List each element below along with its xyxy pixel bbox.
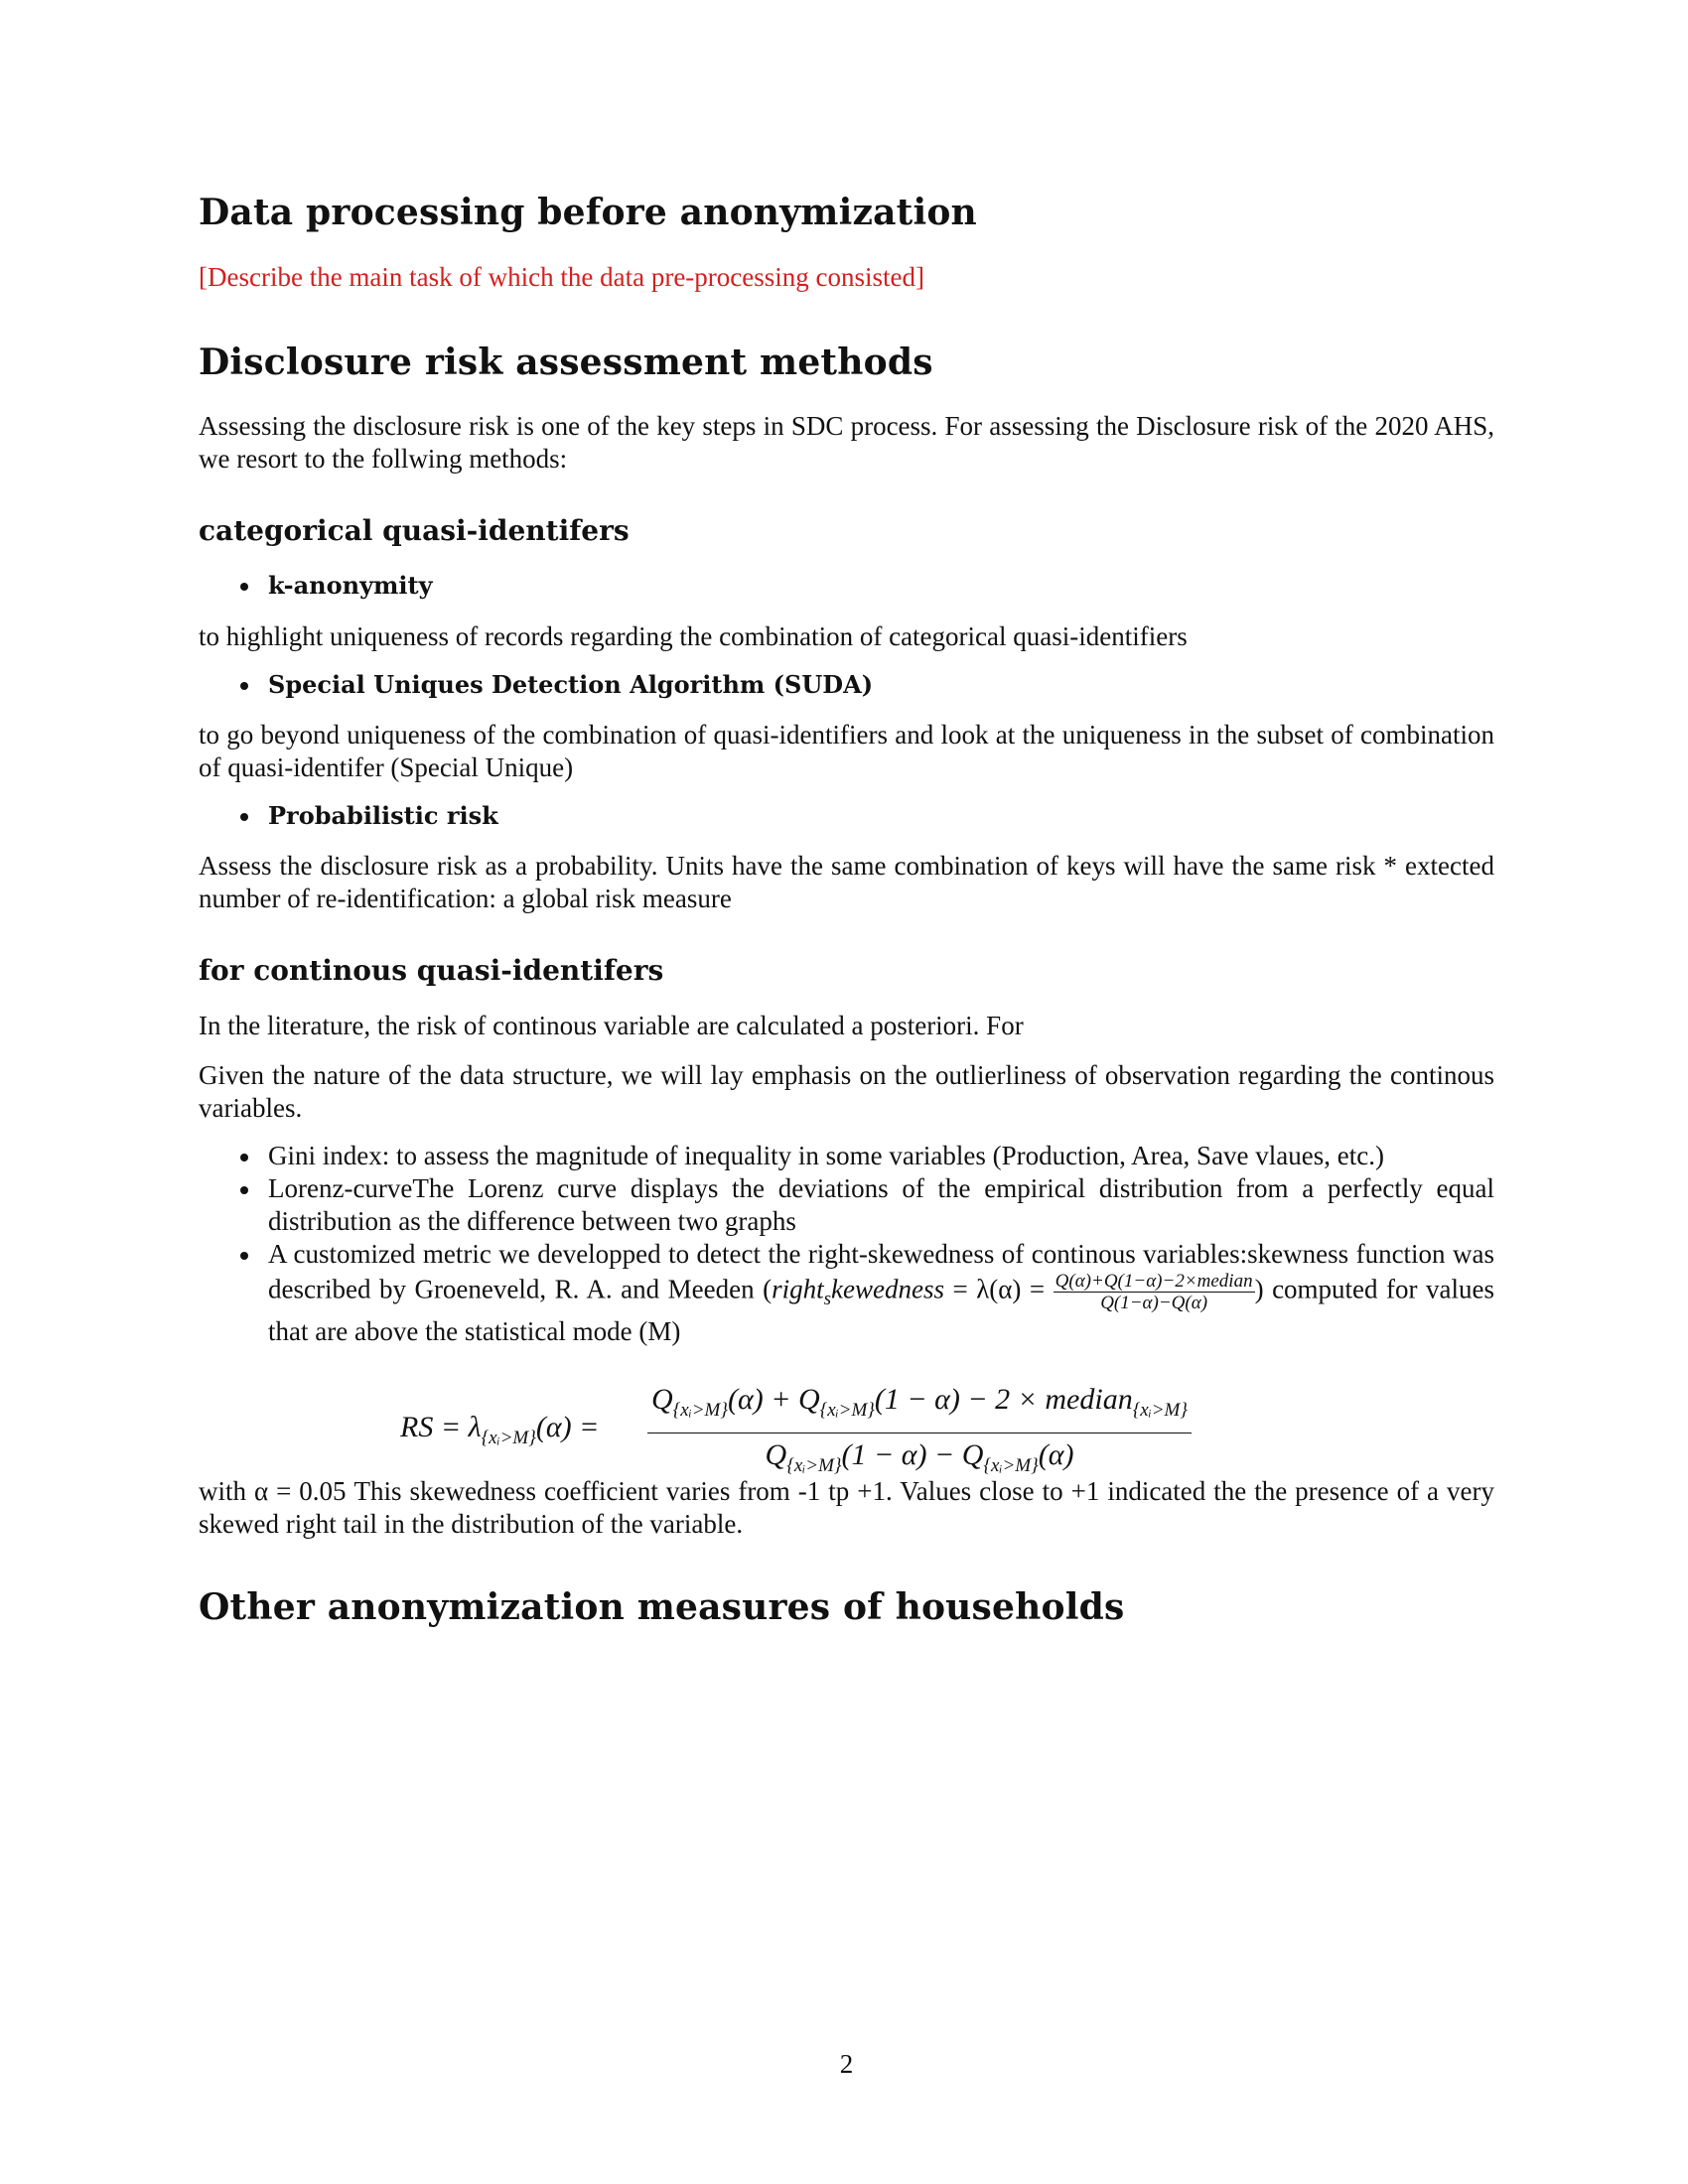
bullet-icon <box>240 1186 248 1194</box>
inline-fraction <box>1054 1271 1255 1313</box>
fraction-denominator: Q(1−α)−Q(α) <box>1100 1293 1208 1313</box>
equation-lhs-tail: (α) = <box>535 1411 600 1443</box>
list-item <box>199 799 1494 832</box>
formula-name-2: kewedness <box>831 1274 944 1304</box>
eq-term: Q <box>765 1438 787 1471</box>
bullet-icon <box>240 682 248 690</box>
list-item <box>199 1238 1494 1348</box>
section-title-disclosure: Disclosure risk assessment methods <box>199 341 933 383</box>
eq-term: (α) <box>1038 1438 1074 1471</box>
method-description: to go beyond uniqueness of the combination of quasi-identifiers and look at the uniqueness in the subset of combination of quasi-identifer (Special Unique) <box>199 720 1494 782</box>
eq-sub: {xᵢ>M} <box>819 1400 875 1421</box>
continuous-para-2: Given the nature of the data structure, we will lay emphasis on the outlierliness of observation regarding the continous variables. <box>199 1060 1494 1123</box>
gini-bullet: Gini index: to assess the magnitude of inequality in some variables (Production, Area, Save vlaues, etc.) <box>268 1141 1384 1170</box>
eq-sub: {xᵢ>M} <box>672 1400 728 1421</box>
equation-lhs-sub: {xᵢ>M} <box>481 1428 536 1448</box>
custom-metric-bullet <box>268 1238 1494 1348</box>
eq-sub: {xᵢ>M} <box>983 1455 1039 1476</box>
bullet-icon <box>240 1252 248 1260</box>
equation-lhs <box>400 1410 599 1456</box>
fraction-numerator: Q(α)+Q(1−α)−2×median <box>1055 1271 1253 1292</box>
section-title-other: Other anonymization measures of households <box>199 1586 1125 1628</box>
bullet-icon <box>240 813 248 821</box>
continuous-para-1: In the literature, the risk of continous variable are calculated a posteriori. For <box>199 1011 1024 1040</box>
equation-fraction <box>647 1382 1192 1484</box>
eq-sub: {xᵢ>M} <box>786 1455 842 1476</box>
equation-explanation: with α = 0.05 This skewedness coefficient varies from -1 tp +1. Values close to +1 indicated the the presence of a very skewed right tail in the distribution of the variable. <box>199 1476 1494 1539</box>
lorenz-bullet: Lorenz-curveThe Lorenz curve displays the deviations of the empirical distribution from a perfectly equal distribution as the difference between two graphs <box>268 1173 1494 1236</box>
method-description: Assess the disclosure risk as a probability. Units have the same combination of keys will have the same risk * extected number of re-identification: a global risk measure <box>199 851 1494 913</box>
method-description: to highlight uniqueness of records regarding the combination of categorical quasi-identifiers <box>199 621 1188 651</box>
list-item <box>199 668 1494 701</box>
placeholder-instruction: [Describe the main task of which the data pre-processing consisted] <box>199 262 925 292</box>
custom-metric-text-2: ) computed for values that are above the statistical mode (M) <box>268 1274 1494 1347</box>
method-label: Special Uniques Detection Algorithm (SUDA) <box>268 670 874 699</box>
eq-term: (1 − α) − 2 × <box>874 1383 1046 1416</box>
bullet-icon <box>240 583 248 591</box>
bullet-icon <box>240 1154 248 1161</box>
section-title-data-processing: Data processing before anonymization <box>199 192 977 233</box>
disclosure-intro: Assessing the disclosure risk is one of the key steps in SDC process. For assessing the Disclosure risk of the 2020 AHS, we resort to the follwing methods: <box>199 411 1494 474</box>
formula-name: right <box>772 1274 824 1304</box>
list-item <box>199 1140 1494 1172</box>
eq-term: (1 − α) − Q <box>841 1438 984 1471</box>
eq-term: median <box>1045 1383 1133 1416</box>
list-item <box>199 1172 1494 1238</box>
eq-term: (α) + Q <box>727 1383 820 1416</box>
formula-subscript: s <box>823 1289 832 1310</box>
eq-sub: {xᵢ>M} <box>1132 1400 1188 1421</box>
method-label: k-anonymity <box>268 571 433 600</box>
method-label: Probabilistic risk <box>268 801 498 830</box>
list-item <box>199 569 1494 602</box>
formula-equals: = λ(α) = <box>943 1274 1054 1304</box>
eq-term: Q <box>651 1383 673 1416</box>
equation-lhs-text: RS = λ <box>400 1411 482 1443</box>
subsection-title-continuous: for continous quasi-identifers <box>199 954 664 987</box>
equation-numerator <box>647 1382 1192 1433</box>
rs-equation <box>199 1382 1494 1481</box>
custom-metric-text: A customized metric we developped to detect the right-skewedness of continous variables:skewness function was described by Groeneveld, R. A. and Meeden ( <box>268 1239 1494 1304</box>
subsection-title-categorical: categorical quasi-identifers <box>199 514 630 547</box>
page-number: 2 <box>839 2049 854 2079</box>
